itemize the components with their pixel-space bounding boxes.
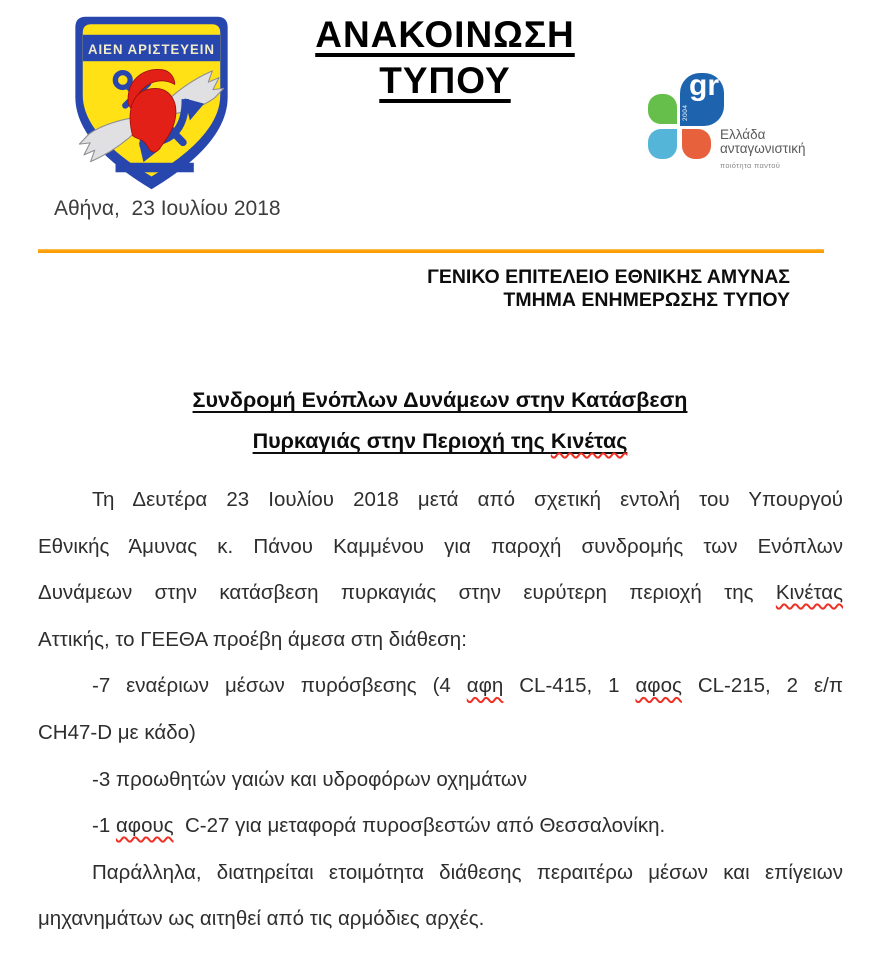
misspelled-word: Κινέτας (775, 581, 843, 605)
body-line: Εθνικής Άμυνας κ. Πάνου Καμμένου για παροχή συνδρομής των Ενόπλων (38, 534, 843, 558)
misspelled-word: αφη (466, 674, 504, 698)
body-line: Παράλληλα, διατηρείται ετοιμότητα διάθεσης περαιτέρω μέσων και επίγειων (92, 860, 843, 884)
logo-name-line1: Ελλάδα (720, 127, 766, 142)
body-line: -3 προωθητών γαιών και υδροφόρων οχημάτων (92, 767, 528, 791)
misspelled-word: αφος (635, 674, 682, 698)
press-release-title (250, 12, 640, 104)
document-title-line2: Πυρκαγιάς στην Περιοχή της Κινέτας (252, 429, 628, 453)
logo-leaf-orange (682, 129, 711, 159)
misspelled-word: Κινέτας (550, 429, 628, 453)
logo-leaf-green (648, 94, 677, 124)
logo-leaf-cyan (648, 129, 677, 159)
misspelled-word: αφους (115, 814, 174, 838)
body-line: -7 εναέριων μέσων πυρόσβεσης (4 αφη CL-415, 1 αφος CL-215, 2 ε/π (92, 674, 843, 698)
body-line: Τη Δευτέρα 23 Ιουλίου 2018 μετά από σχετική εντολή του Υπουργού (92, 488, 843, 511)
document-content (0, 252, 880, 943)
logo-year-text: 2004 (682, 104, 689, 121)
org-header-line1: ΓΕΝΙΚΟ ΕΠΙΤΕΛΕΙΟ ΕΘΝΙΚΗΣ ΑΜΥΝΑΣ (427, 266, 790, 288)
document-body (38, 477, 843, 943)
document-title-line1: Συνδρομή Ενόπλων Δυνάμεων στην Κατάσβεση (192, 388, 688, 412)
geetha-emblem (69, 14, 234, 192)
press-release-title-line1: ΑΝΑΚΟΙΝΩΣΗ (315, 14, 575, 55)
dateline: Αθήνα, 23 Ιουλίου 2018 (54, 197, 281, 220)
body-line: Αττικής, το ΓΕΕΘΑ προέβη άμεσα στη διάθεση: (38, 627, 467, 651)
org-header-line2: ΤΜΗΜΑ ΕΝΗΜΕΡΩΣΗΣ ΤΥΠΟΥ (503, 289, 790, 311)
shield-bar (116, 163, 194, 173)
body-line: CH47-D με κάδο) (38, 720, 196, 744)
logo-gr-text: gr (689, 69, 719, 102)
body-line: Δυνάμεων στην κατάσβεση πυρκαγιάς στην ευρύτερη περιοχή της Κινέτας (38, 581, 843, 605)
logo-name-line2: ανταγωνιστική (720, 141, 806, 156)
logo-wordmark (720, 128, 805, 173)
org-header (0, 266, 880, 312)
document-title (0, 380, 880, 462)
greece-competitive-logo (645, 69, 825, 178)
logo-tagline: ποιότητα παντού (720, 161, 781, 170)
body-line: -1 αφους C-27 για μεταφορά πυροσβεστών από Θεσσαλονίκη. (92, 814, 666, 838)
emblem-motto: ΑΙΕΝ ΑΡΙΣΤΕΥΕΙΝ (88, 41, 215, 57)
press-release-title-line2: ΤΥΠΟΥ (379, 60, 511, 101)
body-line: μηχανημάτων ως αιτηθεί από τις αρμόδιες αρχές. (38, 907, 485, 931)
